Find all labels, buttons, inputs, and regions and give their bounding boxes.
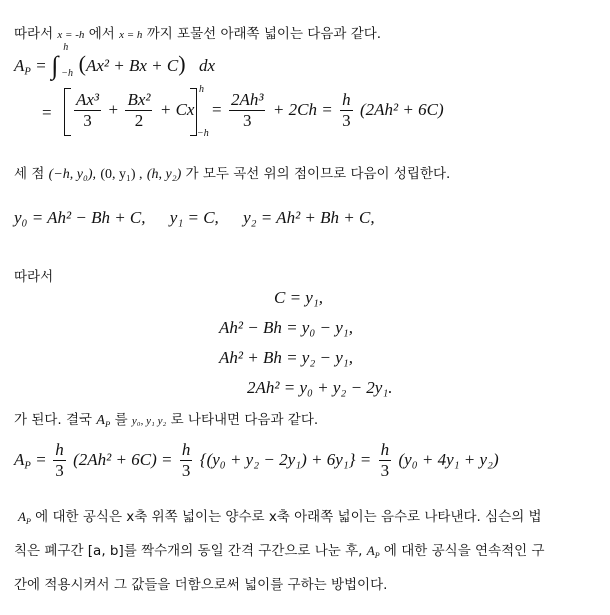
bracket-right [190,88,197,136]
para-line-3: 간에 적용시켜서 그 값들을 더함으로써 넓이를 구하는 방법이다. [14,577,388,593]
equation-integral: $A_P$ = ∫ h −h (Ax² + Bx + C) dx [14,42,215,80]
eval-equals: = [42,103,52,122]
eval-upper-limit: h [199,84,204,95]
para-ap-1: $A_P$ [18,509,31,526]
result-mid: 를 [114,412,128,428]
simpson-term-2: {(y₀ + y₂ − 2y₁) + 6y₁} = [199,450,372,470]
points-pre: 세 점 [14,166,45,182]
points-post: 가 모두 곡선 위의 점이므로 다음이 성립한다. [185,166,451,182]
integral-lower-limit: −h [61,68,73,79]
simpson-frac-1: $\frac{h}{3}$ [55,440,64,480]
eval-antiderivative: $\frac{\text{Ax³}}{3}$ + $\frac{\text{Bx²}}{2}$ + Cx [76,90,195,130]
equation-simpson [14,440,499,480]
system-line-4: 2Ah² = y₀ + y₂ − 2y₁. [247,378,393,397]
result-ys: y₀, y₁ y₂ [131,415,167,427]
intro-post: 까지 포물선 아래쪽 넓이는 다음과 같다. [146,26,382,42]
area-symbol: $A_P$ [14,56,31,78]
intro-line [14,22,381,42]
point-1: (−h, y₀), [48,167,97,182]
intro-x-upper: x = h [119,29,143,41]
equals-sign: = [36,56,46,75]
result-ap: $A_P$ [96,413,111,430]
y1-equation: y₁ = C, [169,208,219,227]
point-3: (h, y₂) [146,167,182,182]
simpson-frac-2: $\frac{h}{3}$ [181,440,191,480]
y0-equation: y₀ = Ah² − Bh + C, [14,208,146,227]
point-2: (0, y₁) , [100,167,143,182]
simpson-lhs: $A_P$ [14,450,31,472]
integrand: Ax² + Bx + C [85,56,179,75]
intro-x-lower: x = -h [57,29,85,41]
eval-lower-limit: −h [197,128,209,139]
simpson-term-3: (y₀ + 4y₁ + y₂) [398,450,499,470]
simpson-equals: = [36,450,46,470]
y2-equation: y₂ = Ah² + Bh + C, [243,208,375,227]
integral-upper-limit: h [63,42,69,53]
result-line [14,408,318,429]
differential: dx [198,56,215,75]
bracket-left [64,88,71,136]
integral-sign: ∫ h −h [51,42,73,80]
para-line-2: 칙은 폐구간 [a, b]를 짝수개의 동일 간격 구간으로 나눈 후, $A_P$ 에 대한 공식을 연속적인 구 [14,543,545,560]
para-line-1: $A_P$ 에 대한 공식은 x축 위쪽 넓이는 양수로 x축 아래쪽 넓이는 음수로 나타낸다. 심슨의 법 [18,509,542,526]
simpson-term-1: (2Ah² + 6C) = [73,450,173,470]
system-line-1: C = y₁, [274,288,324,307]
result-post: 로 나타내면 다음과 같다. [170,412,319,428]
result-pre: 가 된다. 결국 [14,412,93,428]
system-line-2: Ah² − Bh = y₀ − y₁, [219,318,353,337]
therefore-line: 따라서 [14,269,54,285]
equation-y-values [14,208,375,228]
eval-result: = $\frac{\text{2Ah³}}{3}$ + 2Ch = $\frac{h}{3}$ (2Ah² + 6C) [212,90,444,130]
intro-pre: 따라서 [14,26,54,42]
system-line-3: Ah² + Bh = y₂ − y₁, [219,348,353,367]
simpson-frac-3: $\frac{h}{3}$ [380,440,390,480]
intro-mid: 에서 [88,26,115,42]
para-ap-2: $A_P$ [366,543,380,560]
points-line [14,162,450,183]
